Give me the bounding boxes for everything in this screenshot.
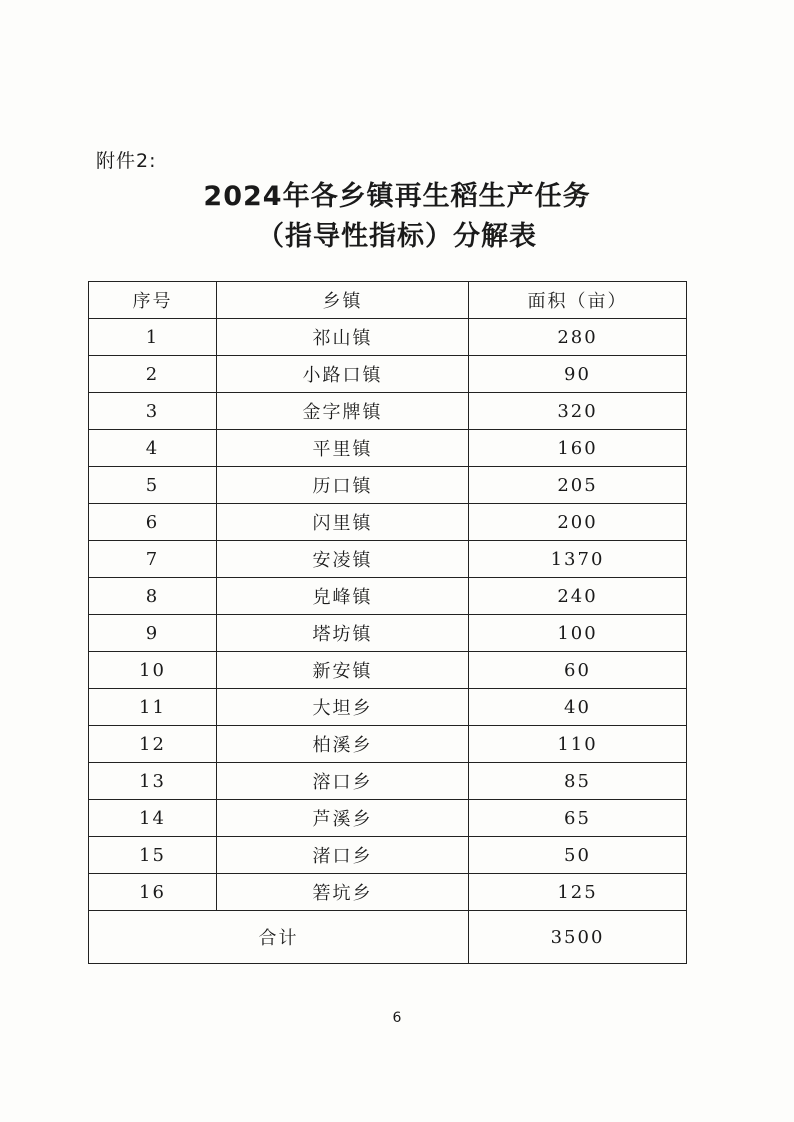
row-index: 10 <box>89 652 217 689</box>
row-index: 6 <box>89 504 217 541</box>
row-area: 85 <box>469 763 687 800</box>
row-area: 40 <box>469 689 687 726</box>
row-index: 11 <box>89 689 217 726</box>
table-row <box>89 541 687 578</box>
row-index: 3 <box>89 393 217 430</box>
row-area: 200 <box>469 504 687 541</box>
row-area: 1370 <box>469 541 687 578</box>
table-row <box>89 689 687 726</box>
row-town: 柏溪乡 <box>217 726 469 763</box>
row-index: 12 <box>89 726 217 763</box>
row-area: 90 <box>469 356 687 393</box>
row-index: 15 <box>89 837 217 874</box>
row-town: 历口镇 <box>217 467 469 504</box>
row-area: 205 <box>469 467 687 504</box>
header-town: 乡镇 <box>217 282 469 319</box>
row-town: 祁山镇 <box>217 319 469 356</box>
table-row <box>89 578 687 615</box>
table-row <box>89 430 687 467</box>
page-number: 6 <box>392 1010 402 1026</box>
table-row <box>89 652 687 689</box>
header-area: 面积（亩） <box>469 282 687 319</box>
row-town: 塔坊镇 <box>217 615 469 652</box>
table-row <box>89 615 687 652</box>
table-row <box>89 356 687 393</box>
table-row <box>89 393 687 430</box>
row-town: 新安镇 <box>217 652 469 689</box>
total-row <box>89 911 687 964</box>
row-town: 皃峰镇 <box>217 578 469 615</box>
row-town: 溶口乡 <box>217 763 469 800</box>
row-index: 13 <box>89 763 217 800</box>
row-area: 60 <box>469 652 687 689</box>
table-row <box>89 800 687 837</box>
row-town: 金字牌镇 <box>217 393 469 430</box>
row-area: 110 <box>469 726 687 763</box>
row-index: 16 <box>89 874 217 911</box>
table-header-row <box>89 282 687 319</box>
row-area: 125 <box>469 874 687 911</box>
row-town: 安凌镇 <box>217 541 469 578</box>
table-row <box>89 726 687 763</box>
row-index: 2 <box>89 356 217 393</box>
header-index: 序号 <box>89 282 217 319</box>
row-area: 320 <box>469 393 687 430</box>
table-row <box>89 837 687 874</box>
row-town: 闪里镇 <box>217 504 469 541</box>
row-town: 芦溪乡 <box>217 800 469 837</box>
table-row <box>89 319 687 356</box>
row-town: 小路口镇 <box>217 356 469 393</box>
title-line-2: （指导性指标）分解表 <box>257 221 537 252</box>
row-area: 240 <box>469 578 687 615</box>
row-index: 1 <box>89 319 217 356</box>
row-town: 箬坑乡 <box>217 874 469 911</box>
row-area: 100 <box>469 615 687 652</box>
row-index: 4 <box>89 430 217 467</box>
row-town: 大坦乡 <box>217 689 469 726</box>
table-body <box>89 319 687 911</box>
row-town: 平里镇 <box>217 430 469 467</box>
task-table <box>88 281 687 964</box>
row-area: 65 <box>469 800 687 837</box>
table-row <box>89 504 687 541</box>
row-area: 160 <box>469 430 687 467</box>
row-area: 50 <box>469 837 687 874</box>
row-index: 8 <box>89 578 217 615</box>
row-index: 9 <box>89 615 217 652</box>
attachment-label: 附件2: <box>96 150 157 172</box>
row-area: 280 <box>469 319 687 356</box>
table-row <box>89 467 687 504</box>
total-value: 3500 <box>469 911 687 964</box>
title-line-1: 2024年各乡镇再生稻生产任务 <box>203 181 591 212</box>
table-row <box>89 874 687 911</box>
table-row <box>89 763 687 800</box>
row-index: 14 <box>89 800 217 837</box>
total-label: 合计 <box>89 911 469 964</box>
row-index: 7 <box>89 541 217 578</box>
row-town: 渚口乡 <box>217 837 469 874</box>
row-index: 5 <box>89 467 217 504</box>
